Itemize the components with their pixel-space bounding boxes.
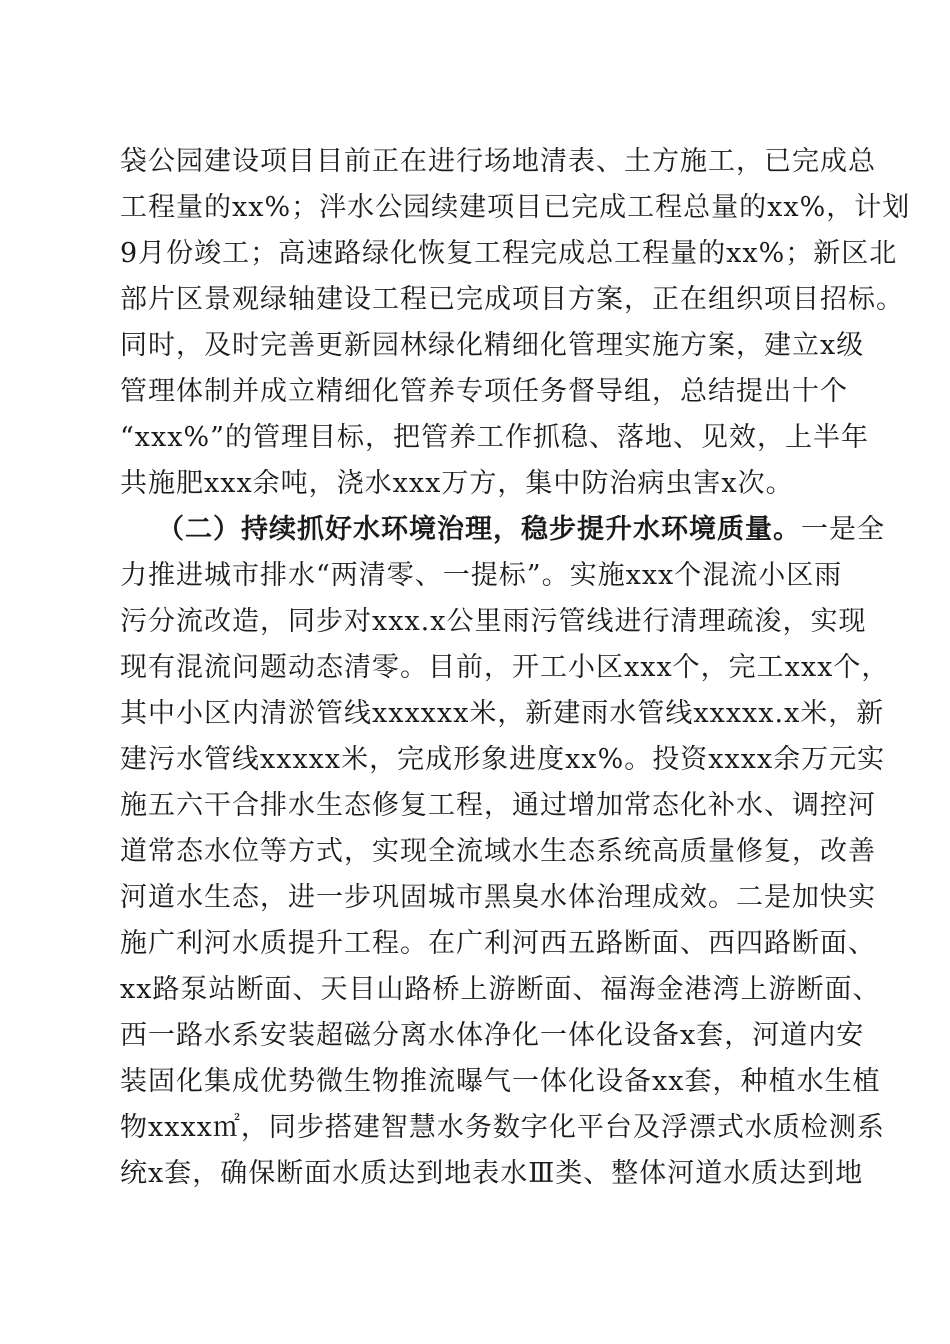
text-line-22: 统x套，确保断面水质达到地表水Ⅲ类、整体河道水质达到地	[120, 1158, 864, 1189]
section-heading-line	[157, 508, 950, 552]
text-line-9: 力推进城市排水“两清零、一提标”。实施xxx个混流小区雨	[120, 560, 843, 591]
section-heading-tail: 一是全	[801, 514, 885, 545]
text-line-19: 西一路水系安装超磁分离水体净化一体化设备x套，河道内安	[120, 1020, 865, 1051]
text-line-21: 物xxxx㎡，同步搭建智慧水务数字化平台及浮漂式水质检测系	[120, 1112, 885, 1143]
text-line-10: 污分流改造，同步对xxx.x公里雨污管线进行清理疏浚，实现	[120, 606, 867, 637]
text-line-16: 河道水生态，进一步巩固城市黑臭水体治理成效。二是加快实	[120, 882, 876, 913]
text-line-8: 共施肥xxx余吨，浇水xxx万方，集中防治病虫害x次。	[120, 468, 794, 499]
text-line-14: 施五六干合排水生态修复工程，通过增加常态化补水、调控河	[120, 790, 876, 821]
section-heading: （二）持续抓好水环境治理，稳步提升水环境质量。	[157, 514, 801, 545]
text-line-2: 工程量的xx%；泮水公园续建项目已完成工程总量的xx%，计划	[120, 192, 911, 223]
text-line-5: 同时，及时完善更新园林绿化精细化管理实施方案，建立x级	[120, 330, 865, 361]
text-line-13: 建污水管线xxxxx米，完成形象进度xx%。投资xxxx余万元实	[120, 744, 886, 775]
text-line-12: 其中小区内清淤管线xxxxxx米，新建雨水管线xxxxx.x米，新	[120, 698, 885, 729]
text-line-15: 道常态水位等方式，实现全流域水生态系统高质量修复，改善	[120, 836, 876, 867]
text-line-1: 袋公园建设项目目前正在进行场地清表、土方施工，已完成总	[120, 146, 876, 177]
text-line-11: 现有混流问题动态清零。目前，开工小区xxx个，完工xxx个，	[120, 652, 890, 683]
text-line-18: xx路泵站断面、天目山路桥上游断面、福海金港湾上游断面、	[120, 974, 881, 1005]
text-line-20: 装固化集成优势微生物推流曝气一体化设备xx套，种植水生植	[120, 1066, 881, 1097]
text-line-4: 部片区景观绿轴建设工程已完成项目方案，正在组织项目招标。	[120, 284, 904, 315]
text-line-17: 施广利河水质提升工程。在广利河西五路断面、西四路断面、	[120, 928, 876, 959]
text-line-3: 9月份竣工；高速路绿化恢复工程完成总工程量的xx%；新区北	[120, 238, 898, 269]
text-line-6: 管理体制并成立精细化管养专项任务督导组，总结提出十个	[120, 376, 848, 407]
text-line-7: “xxx%”的管理目标，把管养工作抓稳、落地、见效，上半年	[120, 422, 869, 453]
